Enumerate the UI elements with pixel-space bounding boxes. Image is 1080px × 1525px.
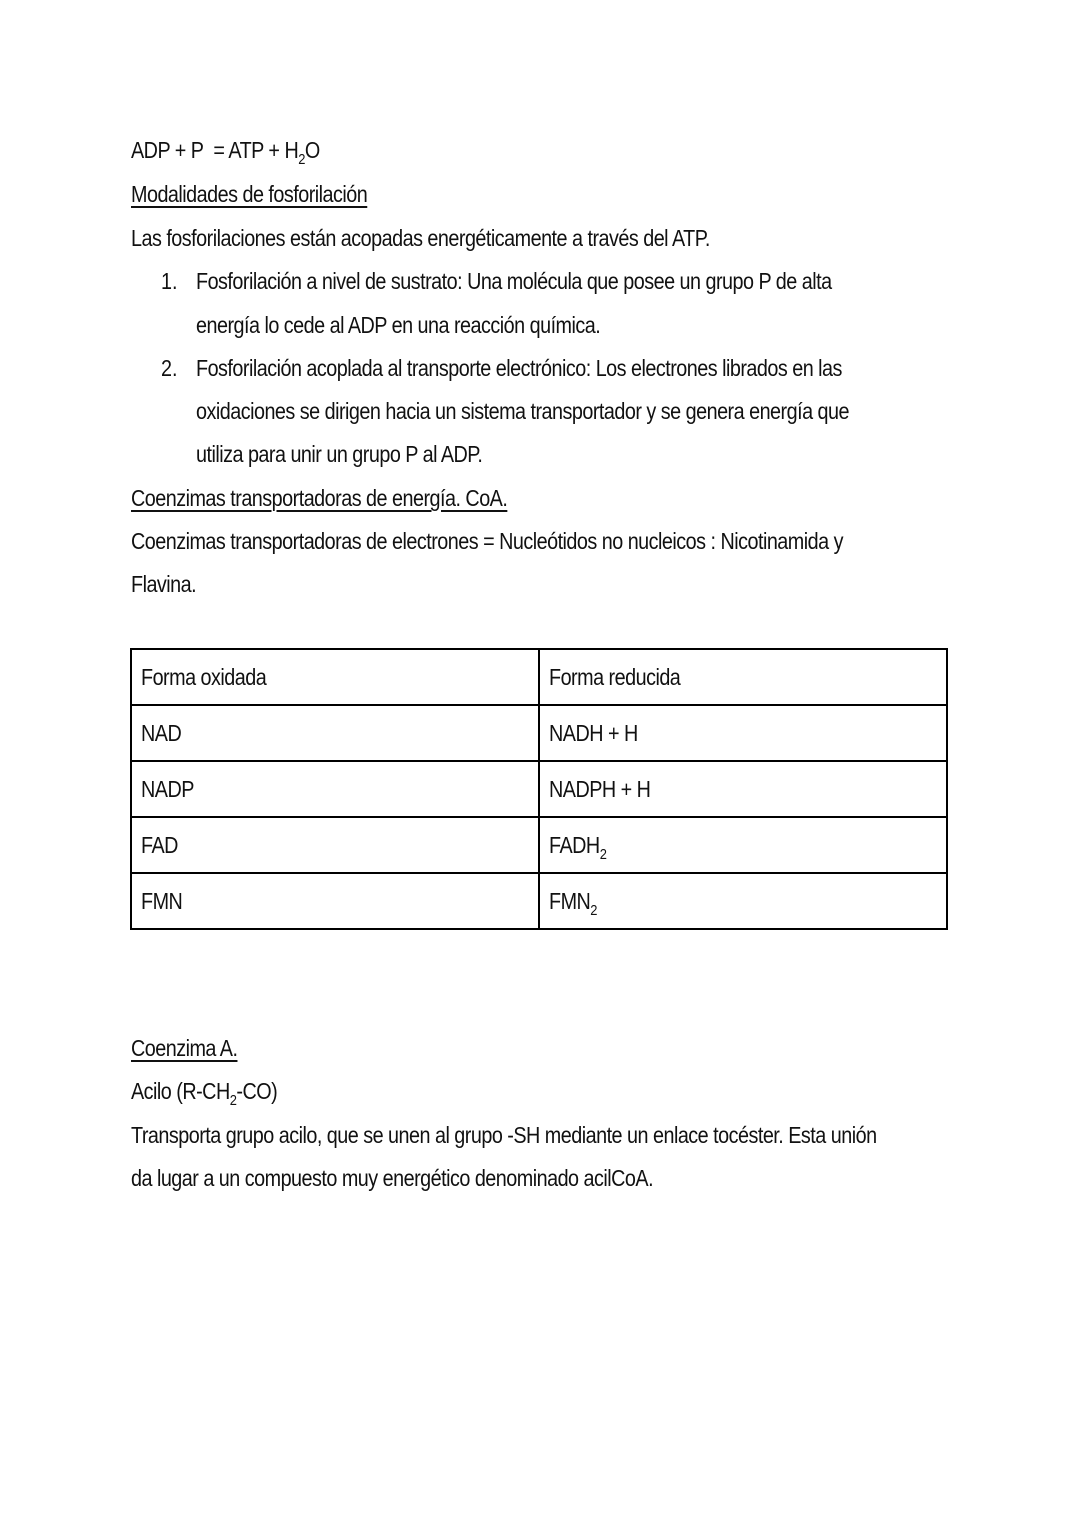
table-row: [131, 873, 947, 929]
equation-right: ATP + H: [228, 137, 299, 163]
equation-subscript: 2: [298, 151, 305, 168]
table-header-cell: Forma oxidada: [131, 649, 539, 705]
subscript: 2: [229, 1092, 237, 1109]
table-cell-reduced: $FADH_2$: [539, 817, 947, 873]
list-number-1: 1.: [161, 268, 178, 294]
list-item-1-line-2: energía lo cede al ADP en una reacción química.: [196, 312, 601, 338]
table-row: [131, 761, 947, 817]
table-header-cell: Forma reducida: [539, 649, 947, 705]
equation-equals: =: [213, 137, 225, 163]
acilo-formula: Acilo $(R-CH_2-CO)$: [131, 1078, 278, 1109]
table-row: [131, 817, 947, 873]
table-cell-oxidized: NAD: [131, 705, 539, 761]
table-cell-oxidized: FMN: [131, 873, 539, 929]
subscript: 2: [590, 901, 597, 919]
heading-coenzima-a: Coenzima A.: [131, 1035, 238, 1061]
atp-equation: [131, 136, 320, 168]
table-cell-reduced: $FMN_2$: [539, 873, 947, 929]
list-item-2-line-2: oxidaciones se dirigen hacia un sistema transportador y se genera energía que: [196, 398, 849, 424]
intro-text: Las fosforilaciones están acopadas energéticamente a través del ATP.: [131, 225, 710, 251]
table-cell-oxidized: FAD: [131, 817, 539, 873]
table-cell-oxidized: NADP: [131, 761, 539, 817]
list-item-1-line-1: Fosforilación a nivel de sustrato: Una molécula que posee un grupo P de alta: [196, 268, 832, 294]
list-number-2: 2.: [161, 355, 178, 381]
heading-modalidades: Modalidades de fosforilación: [131, 181, 368, 207]
transporta-line-1: Transporta grupo acilo, que se unen al grupo -SH mediante un enlace tocéster. Esta unión: [131, 1122, 877, 1148]
subscript: 2: [599, 845, 607, 863]
coenzimas-electrones-line-1: Coenzimas transportadoras de electrones = Nucleótidos no nucleicos : Nicotinamida y: [131, 528, 843, 554]
table-cell-reduced: NADH + H: [539, 705, 947, 761]
transporta-line-2: da lugar a un compuesto muy energético denominado acilCoA.: [131, 1165, 654, 1191]
table-row: [131, 705, 947, 761]
list-item-2-line-1: Fosforilación acoplada al transporte electrónico: Los electrones librados en las: [196, 355, 842, 381]
coenzyme-table: [130, 648, 948, 930]
table-header-row: [131, 649, 947, 705]
equation-left: ADP + P: [131, 137, 204, 163]
equation-right-end: O: [304, 137, 320, 163]
list-item-2-line-3: utiliza para unir un grupo P al ADP.: [196, 441, 483, 467]
heading-coenzimas-energia: Coenzimas transportadoras de energía. CoA.: [131, 485, 508, 511]
coenzimas-electrones-line-2: Flavina.: [131, 571, 197, 597]
table-cell-reduced: NADPH + H: [539, 761, 947, 817]
